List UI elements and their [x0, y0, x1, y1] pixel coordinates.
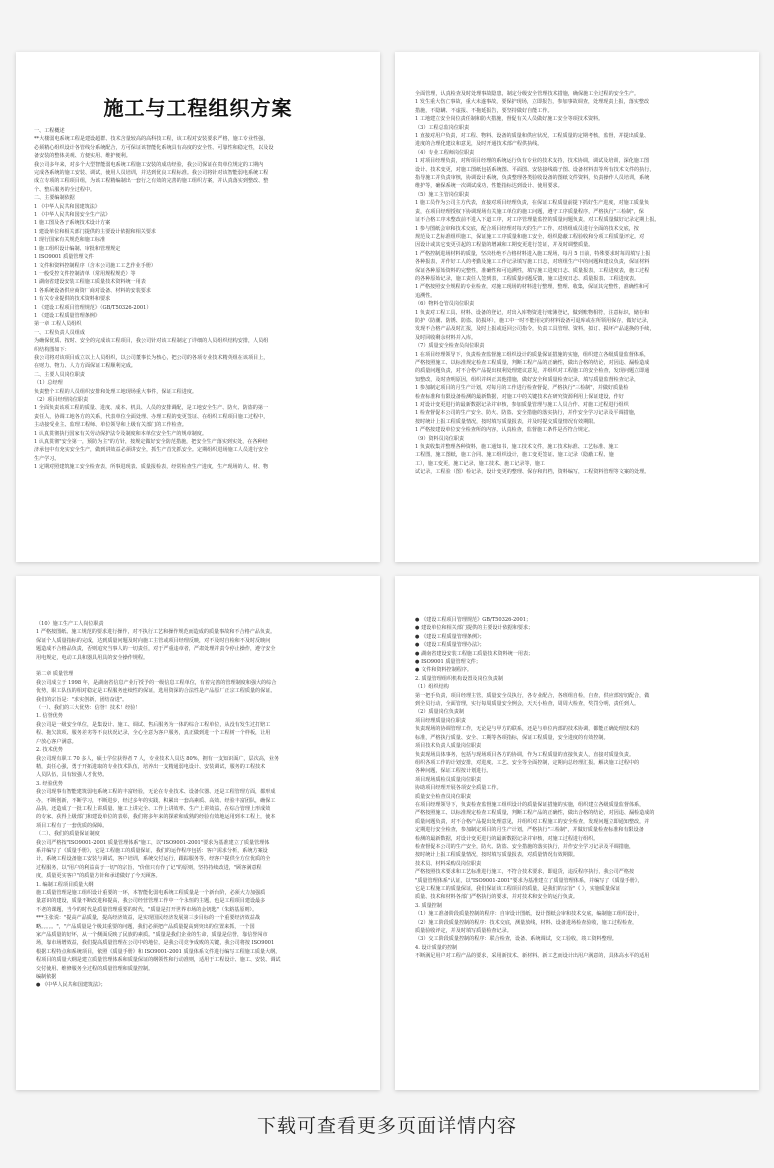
page-1-text: [34, 127, 362, 472]
text-line: 按时统计上报工程质量情况，按时填写质量报表，对质量情况有效期限。: [415, 852, 579, 859]
document-page-4: [395, 576, 759, 1090]
text-line: 项目工程有了一套优质的保障。: [36, 822, 108, 829]
text-line: （10）施工生产工人岗位职责: [36, 621, 104, 627]
text-line: 质量安全检查员岗位职责: [415, 793, 472, 800]
text-line: 因设计或其它变更引起的工程量的增减和工期变更进行签证，并及时调整质量。: [415, 242, 594, 249]
text-line: ● 《建设工程项目管理规范》GB/T50326-2001；: [415, 617, 532, 623]
text-line: （一）、我们的三大优势：信誉！技术！经验！: [36, 705, 141, 712]
text-line: 不断满足用户对工程产品的要求，采用新技术、新材料、新工艺而设计出用户满意的，具体高水平的适用: [415, 953, 650, 960]
text-line: 1 《建设工程项目管理规范》（GB/T50326-2001）: [34, 304, 152, 311]
text-line: 人员队伍，具有较强人才优势。: [36, 772, 108, 779]
text-line: 负责现场的协调管理工作，无论是与甲方的联系，还是与单位内部的技术协调，都能正确处理技术的: [415, 726, 640, 733]
document-page-2: [395, 52, 759, 562]
text-line: （2）项目经理岗位职责: [34, 397, 89, 403]
text-line: 一、工程概述: [34, 128, 65, 134]
page-2-text: [415, 90, 739, 477]
text-line: 规范及工艺标准组织施工，保证施工工序质量和施工安全，组织隐蔽工程验收和分项工程质量评定。对: [415, 233, 645, 240]
text-line: 主动接受业主、监理工程师、单位领导和上级有关部门的工作检查。: [34, 422, 187, 429]
text-line: 第一章 工程人员组织: [34, 321, 82, 328]
text-line: 的各种原始记录，施工责任人签到表，工程质量问题反馈，施工进度日志、质量报表、工程进度表。: [415, 275, 640, 282]
text-line: 证不合格工序未整改前不进入下道工序，对工序管理量监控的质量问题负责，对工程质量做好记录定期上报。: [415, 217, 660, 224]
text-line: 1. 编制工程项目质量大纲: [36, 881, 94, 888]
text-line: 工程图，施工图纸，施工合同、施工组织设计，施工变更签证、施工记录（隐蔽工程、施: [415, 452, 614, 459]
text-line: 它是工程施工的质量保证，我们保证该工程项目的质量，是我们的宗旨"《 》，实施质量保证: [415, 886, 621, 892]
text-line: 1 文件和资料控制程序（含本公司施工工艺作业手册）: [34, 262, 157, 269]
text-line: 1 现行国家有关规范和施工标准: [34, 237, 106, 244]
text-line: **大楼弱电系统工程是建设超群、技术含量较高的高科技工程，该工程对安装要求严格，施工专业性强，: [34, 136, 269, 143]
text-line: 二、主要人员岗位职责: [34, 371, 85, 378]
text-line: 度，质量更实客户"的质量方针和承诺做好了今天顾客。: [36, 873, 161, 880]
text-line: 3. 质量控制: [415, 902, 442, 909]
text-line: （2）施工阶段质量控制的程序：技术交底，测量放线，材料、设备进场检查验收，施工过程检查，: [415, 919, 638, 926]
text-line: （1）施工准备阶段质量控制的程序：自审设计图纸，设计图纸会审和技术交底，编制施工组织设计，: [415, 911, 643, 918]
text-line: 1 在项目经理领导下，负责检查监督施工组织设计的质量保证措施的实施，组织建立各级质量监督体系，: [415, 351, 650, 358]
text-line: 发现不合格产品及时汇报，及时上报或返回公司指令，负责工具管理、资料，拟订、损坏产品退换的手续，: [415, 326, 655, 333]
text-line: 精，责任心强，勇于开拓进取的专业技术队伍，培养出一支精通弱电设计、安装调试，服务的工程技术: [36, 763, 266, 770]
text-line: 生产学习。: [34, 455, 60, 462]
text-line: 1 《建设工程质量管理条例》: [34, 312, 100, 319]
text-line: 质量验收评定，并及时填写质量检查记录。: [415, 928, 512, 935]
text-line: 按时统计上报工程质量情况，按时填写质量报表，并及时提交质量情况有效期限。: [415, 418, 599, 425]
text-line: 1 负责对工程工具、材料、设备的登记，对出入库物资进行账簿登记，做到账物相符，注意标识，储存和: [415, 309, 650, 316]
text-line: （1）组织结构: [415, 684, 449, 691]
text-line: 质量问题负责，对不合格产品提出处理意见，并组织对工程施工的安全检查，发现问题立即通知整改，并: [415, 818, 650, 825]
text-line: 1 严格控制进场材料的质量，坚决杜绝不合格材料进入施工现场，每月 5 日前，特殊要求时每周填写上报: [415, 250, 651, 257]
text-line: 第一把手负责，项目经理主管，质量安全员执行，各专业配合，各班组自检，自查，供应部密切配合，做: [415, 692, 650, 699]
text-line: 组织各项工作的计划安排，对进度、工艺、安全等全面控制，定期向总经理汇报。解决施工过程中的: [415, 759, 640, 766]
text-line: 二、主要编制依据: [34, 195, 75, 202]
text-line: 1 严格按照安全规程的专业检查，对施工现场的材料进行整理，整理、收集，保证其完整性，准确性和可: [415, 284, 650, 291]
text-line: 严格按照施工、以标准规定检查工程质量，判断工程产品的正确性，做出合格的结论，对因违、漏检造成: [415, 360, 650, 366]
text-line: （4）专业工程师岗位职责: [415, 149, 475, 156]
text-line: 1 参加制定项目的月生产计划，对每月的工作进行检查督促，严格执行"三检制"，并做好质量检: [415, 385, 629, 392]
text-line: 1 施工员作为公司主方代表，直接对项目经理负责，在保证工程质量前提下抓好生产进度，对施工质量负: [415, 200, 650, 207]
text-line: 项目现场质检员质量岗位职责: [415, 776, 482, 783]
text-line: 防护（防潮、防锈、防盗、防损坏），施工中一时不能用完的材料设备可退库或在所领用保存，做好记录，: [415, 317, 652, 324]
text-line: 1 直接对用户负责，对工程、物料、设备的质量和供应状况，工程质量的定期考核，监督，并提出质量、: [415, 133, 650, 140]
text-line: 3. 经验优势: [36, 780, 63, 787]
text-line: 户放心客户满意。: [36, 738, 77, 745]
text-line: 程项目的质量大纲是建立质量管理体系和质量保证的纲领性和行动准则，适用于工程设计、施工、安装、调试: [36, 957, 281, 964]
text-line: 严格按照施工、以标准规定检查工程质量，判断工程产品的正确性，做出合格的结论，对因违、漏检造成的: [415, 810, 655, 817]
text-line: 一、工程负责人员组成: [34, 329, 85, 336]
text-line: 指导施工并负责审核，协调设计系统，负责整理各类验收设备的图纸文件资料，负责操作人员培训，系统: [415, 175, 650, 182]
text-line: 家产品质量的好坏，从一个侧面反映了民族的素质。"质量是我们企业的生命，质量是信誉，靠信誉闯市: [36, 932, 268, 939]
text-line: 试记录，工程验（图）检记录，设计变更的整理、保存和归档，资料编写，工程资料管理等文案的处理。: [415, 469, 650, 476]
text-line: 略。。。。。"，"产品质量是个极其重要的问题，我们必须把产品质量提高到突出的位置来抓，一个国: [36, 923, 255, 930]
text-line: 定期进行安全检查，参加制定项目的月生产计划，严格执行"三检制"，并做好质量检查标准和有限设备: [415, 827, 644, 834]
text-line: 成立专项的工程项目组，为该工程精编制出一套行之有效的完善的施工组织方案，并认真落实到整改、整: [34, 178, 269, 185]
text-line: 追溯性。: [415, 292, 436, 299]
text-line: 在项目经理领导下，负责检查监督施工组织设计的质量保证措施的实施，组织建立各级质量监督体系，: [415, 801, 645, 808]
text-line: 交付使用、维修服务全过程的质量管理和质量控制。: [36, 965, 154, 972]
text-line: 济承包中有充实安全生产，做到讲效益必须讲安全，抓生产首先抓安全。定期组织进场施工人员进行安全: [34, 447, 269, 454]
text-line: 优势，职工队伍的相对稳定是工程服务连续性的保证，选用资深的合法性是产品原厂正宗工程质量的保证。: [36, 688, 276, 695]
text-line: 维护等，确保系统一次调试成功，性能指标达到设计、使用要求。: [415, 183, 563, 190]
text-line: 根据工程特点和系统项目，依照《质量手册》和 ISO9001-2001 质量体系文件进行编写工程施工质量大纲，: [36, 948, 281, 955]
text-line: 全面管理，认真检查及时处理事故隐患，制定分级安全管理技术措施，确保施工全过程的安全生产。: [415, 91, 640, 97]
text-line: 为确保优质、按时、安全的完成该工程项目，我公司针对该工程制定了详细的人员组织结构安排，人员组: [34, 338, 269, 345]
text-line: 及时回收剩余材料并入库。: [415, 334, 477, 341]
text-line: 责任人，协调工地各方的关系，代表单位全面处理、办理工程的变更签证、在组织工程项目施工过程中，: [34, 413, 269, 420]
text-line: 负责整个工程的人员组织安排和处理工地现场重大事件，保证工程进度。: [34, 388, 198, 395]
page-4-text: [415, 616, 739, 961]
text-line: 办，不断创新，不断学习，不断进步，经过多年的实践，积累出一套高素质、高效、经验丰富团队，确保工: [36, 797, 276, 804]
text-line: 项目经理质量岗位职责: [415, 717, 466, 724]
text-line: （6）物料仓管员岗位职责: [415, 301, 475, 308]
text-line: ● ISO9001 质量管理文件；: [415, 659, 481, 666]
text-line: 程、拖欠款项、服务差劣等不良状况记录，全心全意为客户服务，真正做到进一个工程树一个样板，让用: [36, 730, 271, 737]
text-line: 我公司多年来，对多个大型智能弱电系统工程施工安装的成功经验，我公司保证在贵单位规定的工期内: [34, 161, 264, 168]
text-line: 过程服务，以"用户的利益高于一切"的宗旨，"价值只有作了记"的原则，坚持持续改进，"顾客满意程: [36, 864, 262, 871]
text-line: 1 湖南省建设安装工程施工质量技术资料统一用表: [34, 279, 146, 286]
text-line: 1 检查督促本公司的生产安全、防火、防盗、安全措施的落实执行，并作安全学习记录及平调措施，: [415, 410, 639, 417]
text-line: （5）施工主管岗位职责: [415, 191, 470, 198]
text-line: 必须精心组织设计各管线分系统配合，方可保证该智能化系统具有高度的安全性、可靠性和稳定性，以及设: [34, 144, 274, 151]
text-line: 1 定期对照建筑施工安全检查表，所事进现表、质量报检表，经常检查生产进度，生产现场的人、材、物: [34, 464, 269, 471]
text-line: （9）资料员岗位职责: [415, 435, 465, 442]
text-line: 系并编写了《质量手册》，它是工程施工的质量保证，我们的运作程序包括：客户需求分析，系统方案设: [36, 847, 268, 854]
text-line: 我们的宗旨是："求实创新，团结奋进"。: [36, 696, 128, 703]
text-line: 不老的课题，当今的时代是质量管理重要的时代，"质量是打开世界市场的金钥匙"（朱鎔基原则）。: [36, 906, 258, 913]
text-line: ● 《建设工程质量管理办法》；: [415, 642, 485, 649]
text-line: （二）、我们的质量保证制度: [36, 831, 100, 838]
text-line: 设计、技术变更，对施工图纸包括系统图、平面图、安装接线端子图、设备材料表等所有技术文件的执行，: [415, 166, 655, 173]
text-line: 工），施工变更，施工记录，施工技术、施工记录等，施工: [415, 460, 545, 467]
text-line: 技术员、材料采购员岗位职责: [415, 860, 482, 867]
text-line: 第二章 质量管理: [36, 671, 74, 678]
text-line: （2）质量岗位负责制: [415, 709, 465, 716]
text-line: 我公司成立于 1998 年，是湖南省信息产业厅授予的一级信息工程单位，有着完善的管理制度和强大的综合: [36, 679, 277, 686]
text-line: 保证个人质量指标的完成，达到质量问题及时向施工主管或项目经理反映，对不及时自检和不及时反映问: [36, 637, 271, 644]
text-line: 的专家、获得上级部门和建设单位的表彰，我们将多年来的探索和成熟的经验有效地运用到本工程上，使本: [36, 814, 276, 821]
text-line: 1 负责收集并整理各种资料，施工通知书，施工技术文件，施工技术标准、工艺标准、施工: [415, 444, 619, 451]
text-line: （3）交工阶段质量控制的程序：联合检查，设备、系统调试，交工验收，竣工资料整理。: [415, 936, 617, 943]
page-3-text: [36, 620, 360, 990]
text-line: 编制依据: [36, 974, 57, 981]
text-line: 1 认真贯彻执行国家有关劳动保护法令及制度和本单位安全生产的规章制度。: [34, 430, 207, 437]
download-more-caption[interactable]: 下载可查看更多页面详情内容: [256, 1115, 517, 1137]
text-line: 2. 质量管理组织机构设置及岗位负责制: [415, 675, 503, 682]
text-line: 质量、技术和材料各部门严格执行的要求，并对技术和安全的运行负责。: [415, 894, 579, 901]
text-line: 4. 设计质量的控制: [415, 944, 458, 951]
text-line: 2. 技术优势: [36, 747, 63, 754]
text-line: ● 《建设工程质量管理条例》；: [415, 633, 485, 640]
text-line: 品执，还造成了一批工程上讲质量、施工上讲完全、工作上讲效率、生产上讲效益，在综合管理上形成效: [36, 805, 271, 812]
document-page-3: [16, 576, 380, 1090]
text-line: 1 ISO9001 质量管理文件: [34, 254, 94, 261]
text-line: 1 建设单位和相关部门提供的主要设计依据和相关要求: [34, 228, 157, 235]
text-line: 保证各种原始资料的完整性，准确性和可追溯性，填写施工进度日志、质量报表，工程进度表，施工过程: [415, 267, 650, 274]
text-line: 备安装的整体美观、方便实用、维护便利。: [34, 153, 131, 160]
text-line: 严格按照技术要求和工艺标准进行施工，不符合技术要求，即退货，违反程序执行，我公司严格按: [415, 869, 635, 876]
text-line: 1 各系统设备供应商资厂商对设备、材料的安装要求: [34, 287, 151, 294]
text-line: 计，系统工程设备施工安装与调试，客户培训，系统交付运行，跟踪服务等，经客户提供全方位优质的全: [36, 856, 271, 863]
text-line: 知整改，及时查明原因，组织并纠正其他措施，做好安全和质量检查记录，填写质量监督检查记录，: [415, 376, 640, 383]
text-line: （7）质量安全检查员岗位职责: [415, 343, 485, 350]
text-line: 场，靠市场增效益，我们提高质量管理在公司中的地位，是我公司竞争成败的关键，我公司将按 ISO9001: [36, 940, 275, 947]
text-line: 的质量问题负责，对不合格产品提出权利处理建议意见，并组织对工程施工的安全检查，发现问题立即通: [415, 368, 650, 375]
text-line: 1 发生重大伤亡事故，重大未遂事故，要保护现场，立即报告，参加事故调查，处理现责上报，落实整改: [415, 99, 650, 106]
text-line: 1 严格按建设单位安全检查所的内容，认真检查，监督施工条件是否符合规定。: [415, 427, 594, 434]
text-line: 我公司现有职工 70 多人，硕士学位获得者 7 人，专业技术人员达 80%，拥有一支知识面广，层次高，业务: [36, 755, 280, 762]
text-line: 各种问题，保证工程按计划进行。: [415, 768, 492, 775]
text-line: 1 参与图纸会审和技术交底，配合项目经理对每天的生产工作、对班组成员进行全面的技术交底，按: [415, 225, 639, 232]
text-line: 1 施工组织设计编制、审批和管理规定: [34, 245, 121, 252]
text-line: 标准，严格执行质量、安全、工期等各项指标，保证工程质量，安全进度的有效控制。: [415, 734, 609, 741]
text-line: ● 建设单位和相关部门提供的主要设计依据和要求；: [415, 625, 534, 632]
text-line: "质量管理体系"认证，以"ISO9001-2001"要求为基准建立了质量管理体系，并编写了《质量手册》，: [415, 877, 643, 884]
text-line: （1）总经理: [34, 380, 63, 387]
text-line: ● 文件和资料控制程序。: [415, 667, 473, 674]
text-line: 1. 信誉优势: [36, 713, 63, 720]
text-line: 1 全面负责该项工程的质量、进度、成本、机具、人员的安排调配，是工地安全生产、防火、防盗的第一: [34, 405, 269, 412]
text-line: 1 施工图及各子系统技术设计方案: [34, 220, 111, 227]
text-line: 责，在项目经理授权下协调现场有关施工单位的施工问题，遵守工序质量程序，严格执行"三检制"，保: [415, 208, 644, 215]
text-line: ● 《中华人民共和国建筑法》；: [36, 982, 106, 989]
text-line: 协助项目经理开展各项安全质量工作。: [415, 785, 502, 792]
text-line: 检查督促本公司的生产安全，防火、防盗、安全措施的落实执行，并作安全学习记录及平调措施，: [415, 843, 635, 850]
text-line: 1 工地建立安全岗位责任制和防火措施，督促有关人员做好施工安全等项技术资料。: [415, 116, 604, 123]
text-line: 1 有关专业提供的技术资料和要求: [34, 296, 111, 303]
text-line: ● 湖南省建设安装工程施工质量技术资料统一用表；: [415, 650, 534, 657]
text-line: 1 一般受控文件控制清单（常用规程规范）等: [34, 270, 136, 277]
text-line: ***主张说："提高产品质量，提高经济效益，是实现国民经济发展第三步目标的一个重要经济效益战: [36, 915, 260, 922]
text-line: 织结构图如下：: [34, 346, 70, 353]
text-line: 我公司现事有智能建筑弱电系统工程的丰富经验，无论在专业技术、设备仪器、还是工程管理方面，都形成: [36, 789, 276, 796]
text-line: 我公司严格按"ISO9001-2001 质量管理体系"施工，以"ISO9001-2001"要求为基准建立了质量管理体: [36, 839, 270, 846]
text-line: [36, 662, 360, 670]
text-line: 题造成不合格品负责，否则追究当事人的一切责任，对于严重违章者，严肃处理并责令停止操作，遵守安全: [36, 646, 276, 653]
text-line: 用电规定，电动工具和器具用具的安全操作规程。: [36, 654, 149, 661]
text-line: 各种报表，并作好工人的考勤及施工工作记录填写施工日志，对班组生产中的问题和建议负责，保证材料: [415, 259, 650, 266]
document-page-1: [16, 52, 380, 562]
text-line: （3）工程总监岗位职责: [415, 124, 470, 131]
text-line: 到全员行动，全面管理，实行每周质量安全例会，天天小检查，周周大检查，奖罚分明，责任到人。: [415, 701, 640, 708]
text-line: 1 《中华人民共和国安全生产法》: [34, 212, 111, 219]
text-line: 1 对项目经理负责，对所项目经理的系统运行负有专业的技术支持，技术协调，调试及培训，深化施工图: [415, 158, 650, 165]
text-line: 量意识的建设，质量不断改进和提高，我公司经营管理工作中一个永恒的主题，也是工程项目建设最多: [36, 898, 266, 905]
text-line: 1 对设计变更进行的最新数据记录并审核，参加质量管理与施工人员合作、对施工过程进行组织: [415, 402, 629, 409]
document-title: 施工与工程组织方案: [103, 96, 293, 120]
text-line: 我公司是一级安全单位，是集设计、施工、调试、售后服务为一体的综合工程单位，从没有发生过打赔工: [36, 721, 271, 728]
text-line: 负责现场具体事务，包括与现场项目各方的协调，作为工程质量的直接负责人，直接对质量负责。: [415, 751, 635, 758]
text-line: 在财力、物力、人力方面保证工程顺利完成。: [34, 363, 136, 370]
text-line: 措施，不隐瞒、不虚报、不拖延报告，要坚持做好自能工作。: [415, 107, 553, 114]
text-line: 检查标准和有限设备检测的最新数据，对施工中的关键技术在研究资源利用上保证建设，作好: [415, 393, 624, 400]
text-line: 项目技术负责人质量岗位职责: [415, 743, 482, 750]
text-line: 施工质量管理是施工组织设计重要的一环，本智能化弱电系统工程质量是一个新台阶，必须大力加强质: [36, 890, 266, 896]
text-line: 1 严格按图纸、施工规范的要求进行操作，对不执行工艺和操作规范而造成的质量事故和不合格产品负责。: [36, 629, 276, 636]
text-line: 完成各系统的施工安装、调试，使用人员培训，并达到优良工程标准。我公司将针对该智能弱电系统工程: [34, 170, 269, 177]
text-line: 检测的最新数据，对设计变更进行的最新数据记录并审核，对施工过程进行组织。: [415, 835, 599, 842]
text-line: 个、整后服务的全过程中。: [34, 186, 96, 193]
text-line: 1 《中华人民共和国建筑法》: [34, 203, 100, 210]
text-line: 1 认真贯彻"安全第一，预防为主"的方针，按规定做好安全防范措施，把安全生产落实到实处，在各种经: [34, 439, 268, 446]
text-line: 进度的合理化建议和意见，及时开通技术部产程供执线。: [415, 141, 543, 148]
text-line: 我公司将对该项目成立以上人员组织，以公司董事长为核心，把公司的各项专业技术精英组在该项目上，: [34, 354, 269, 361]
